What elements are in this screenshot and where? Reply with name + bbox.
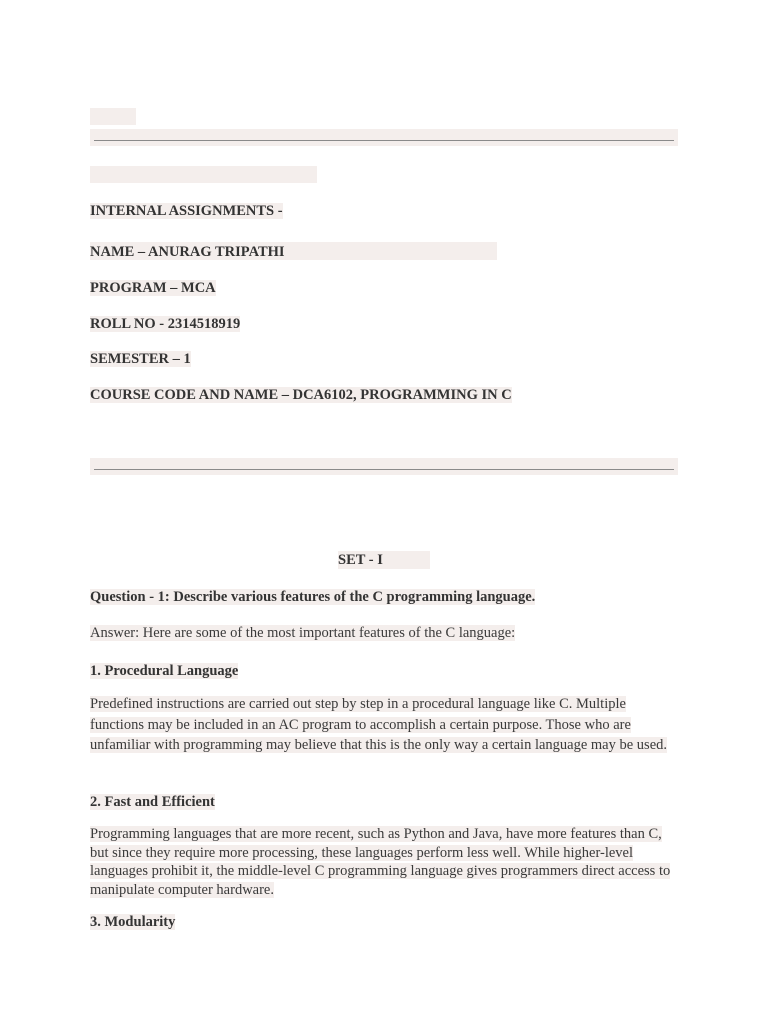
section-heading: 3. Modularity xyxy=(90,914,176,930)
set-title: SET - I xyxy=(338,552,383,568)
course-line: COURSE CODE AND NAME – DCA6102, PROGRAMMING IN C xyxy=(90,387,512,403)
answer-intro: Answer: Here are some of the most important features of the C language: xyxy=(90,625,516,641)
student-name: NAME – ANURAG TRIPATHI xyxy=(90,244,285,260)
section-heading: 1. Procedural Language xyxy=(90,663,239,679)
section-paragraph: Programming languages that are more recent, such as Python and Java, have more features than C, but since they require more processing, these languages perform less well. While higher-level languages prohibit it, the middle-level C programming language gives programmers direct access to manipulate computer hardware. xyxy=(90,826,671,898)
horizontal-rule-bottom xyxy=(90,458,678,475)
horizontal-rule-top xyxy=(90,129,678,146)
blank-highlight-block xyxy=(90,108,136,125)
section-paragraph: Predefined instructions are carried out step by step in a procedural language like C. Multiple functions may be included in an AC program to accomplish a certain purpose. Those who are unfamiliar with programming may believe that this is the only way a certain language may be used. xyxy=(90,696,668,754)
internal-assignments-heading: INTERNAL ASSIGNMENTS - xyxy=(90,203,283,219)
section-heading: 2. Fast and Efficient xyxy=(90,794,215,810)
rule-line xyxy=(94,140,674,141)
question-heading: Question - 1: Describe various features of the C programming language. xyxy=(90,589,536,605)
roll-number-line: ROLL NO - 2314518919 xyxy=(90,316,241,332)
rule-line xyxy=(94,469,674,470)
semester-line: SEMESTER – 1 xyxy=(90,351,191,367)
blank-highlight-block xyxy=(90,166,317,183)
program-line: PROGRAM – MCA xyxy=(90,280,216,296)
